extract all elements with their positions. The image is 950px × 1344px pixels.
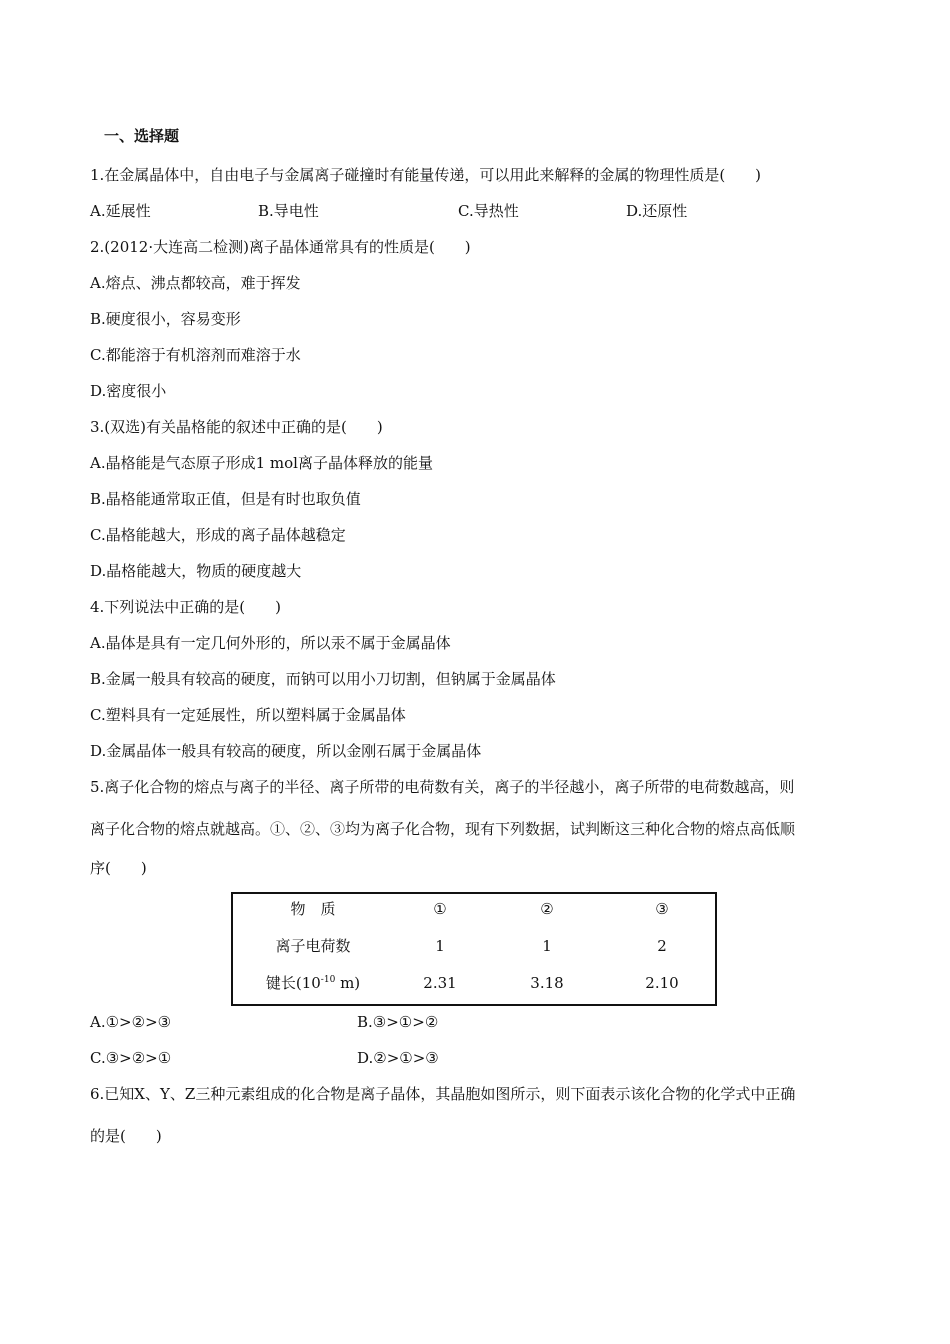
table-row-length-label — [266, 973, 360, 993]
q4-option-a: A.晶体是具有一定几何外形的，所以汞不属于金属晶体 — [90, 634, 451, 652]
q5-option-d: D.②>①>③ — [357, 1049, 439, 1067]
q4-option-c: C.塑料具有一定延展性，所以塑料属于金属晶体 — [90, 706, 406, 724]
table-cell-charge-2: 1 — [542, 937, 552, 955]
q1-option-b: B.导电性 — [258, 202, 319, 220]
table-header-compound-2: ② — [540, 900, 554, 918]
q2-option-a: A.熔点、沸点都较高，难于挥发 — [90, 274, 301, 292]
question-5-options-row-2 — [90, 1048, 850, 1068]
table-header-compound-3: ③ — [655, 900, 669, 918]
section-heading: 一、选择题 — [104, 127, 180, 145]
q4-option-d: D.金属晶体一般具有较高的硬度，所以金刚石属于金属晶体 — [90, 742, 482, 760]
question-5-stem-line-2: 离子化合物的熔点就越高。①、②、③均为离子化合物，现有下列数据，试判断这三种化合物的熔点高低顺 — [90, 820, 796, 838]
q2-option-c: C.都能溶于有机溶剂而难溶于水 — [90, 346, 301, 364]
q3-option-b: B.晶格能通常取正值，但是有时也取负值 — [90, 490, 361, 508]
table-cell-charge-1: 1 — [435, 937, 445, 955]
table-cell-length-2: 3.18 — [530, 974, 564, 992]
question-5-stem-line-3: 序( ) — [90, 859, 147, 877]
length-label-text: 键长(10 — [265, 974, 321, 992]
question-1-options — [90, 201, 850, 221]
q1-option-d: D.还原性 — [626, 202, 688, 220]
question-2-stem: 2.(2012·大连高二检测)离子晶体通常具有的性质是( ) — [90, 238, 471, 256]
q2-option-b: B.硬度很小，容易变形 — [90, 310, 241, 328]
q3-option-a: A.晶格能是气态原子形成1 mol离子晶体释放的能量 — [90, 454, 433, 472]
q1-option-c: C.导热性 — [458, 202, 519, 220]
table-cell-charge-3: 2 — [657, 937, 667, 955]
q3-option-d: D.晶格能越大，物质的硬度越大 — [90, 562, 302, 580]
q4-option-b: B.金属一般具有较高的硬度，而钠可以用小刀切割，但钠属于金属晶体 — [90, 670, 556, 688]
data-table — [231, 892, 717, 1006]
question-4-stem: 4.下列说法中正确的是( ) — [90, 598, 282, 616]
table-cell-length-1: 2.31 — [423, 974, 457, 992]
question-5-stem-line-1: 5.离子化合物的熔点与离子的半径、离子所带的电荷数有关，离子的半径越小，离子所带的电荷数越高，则 — [90, 778, 795, 796]
table-header-compound-1: ① — [433, 900, 447, 918]
q5-option-c: C.③>②>① — [90, 1049, 172, 1067]
table-row-charge-label: 离子电荷数 — [275, 937, 351, 955]
length-label-unit: m) — [335, 974, 361, 992]
question-6-stem-line-1: 6.已知X、Y、Z三种元素组成的化合物是离子晶体，其晶胞如图所示，则下面表示该化合物的化学式中正确 — [90, 1085, 796, 1103]
length-label-exponent: -10 — [320, 975, 336, 985]
q2-option-d: D.密度很小 — [90, 382, 167, 400]
question-6-stem-line-2: 的是( ) — [90, 1127, 162, 1145]
question-3-stem: 3.(双选)有关晶格能的叙述中正确的是( ) — [90, 418, 383, 436]
q5-option-b: B.③>①>② — [357, 1013, 439, 1031]
q3-option-c: C.晶格能越大，形成的离子晶体越稳定 — [90, 526, 346, 544]
question-1-stem: 1.在金属晶体中，自由电子与金属离子碰撞时有能量传递，可以用此来解释的金属的物理性质是( ) — [90, 166, 762, 184]
question-5-options-row-1 — [90, 1012, 850, 1032]
q5-option-a: A.①>②>③ — [90, 1013, 172, 1031]
table-header-substance: 物 质 — [290, 900, 336, 918]
q1-option-a: A.延展性 — [90, 202, 151, 220]
table-cell-length-3: 2.10 — [645, 974, 679, 992]
